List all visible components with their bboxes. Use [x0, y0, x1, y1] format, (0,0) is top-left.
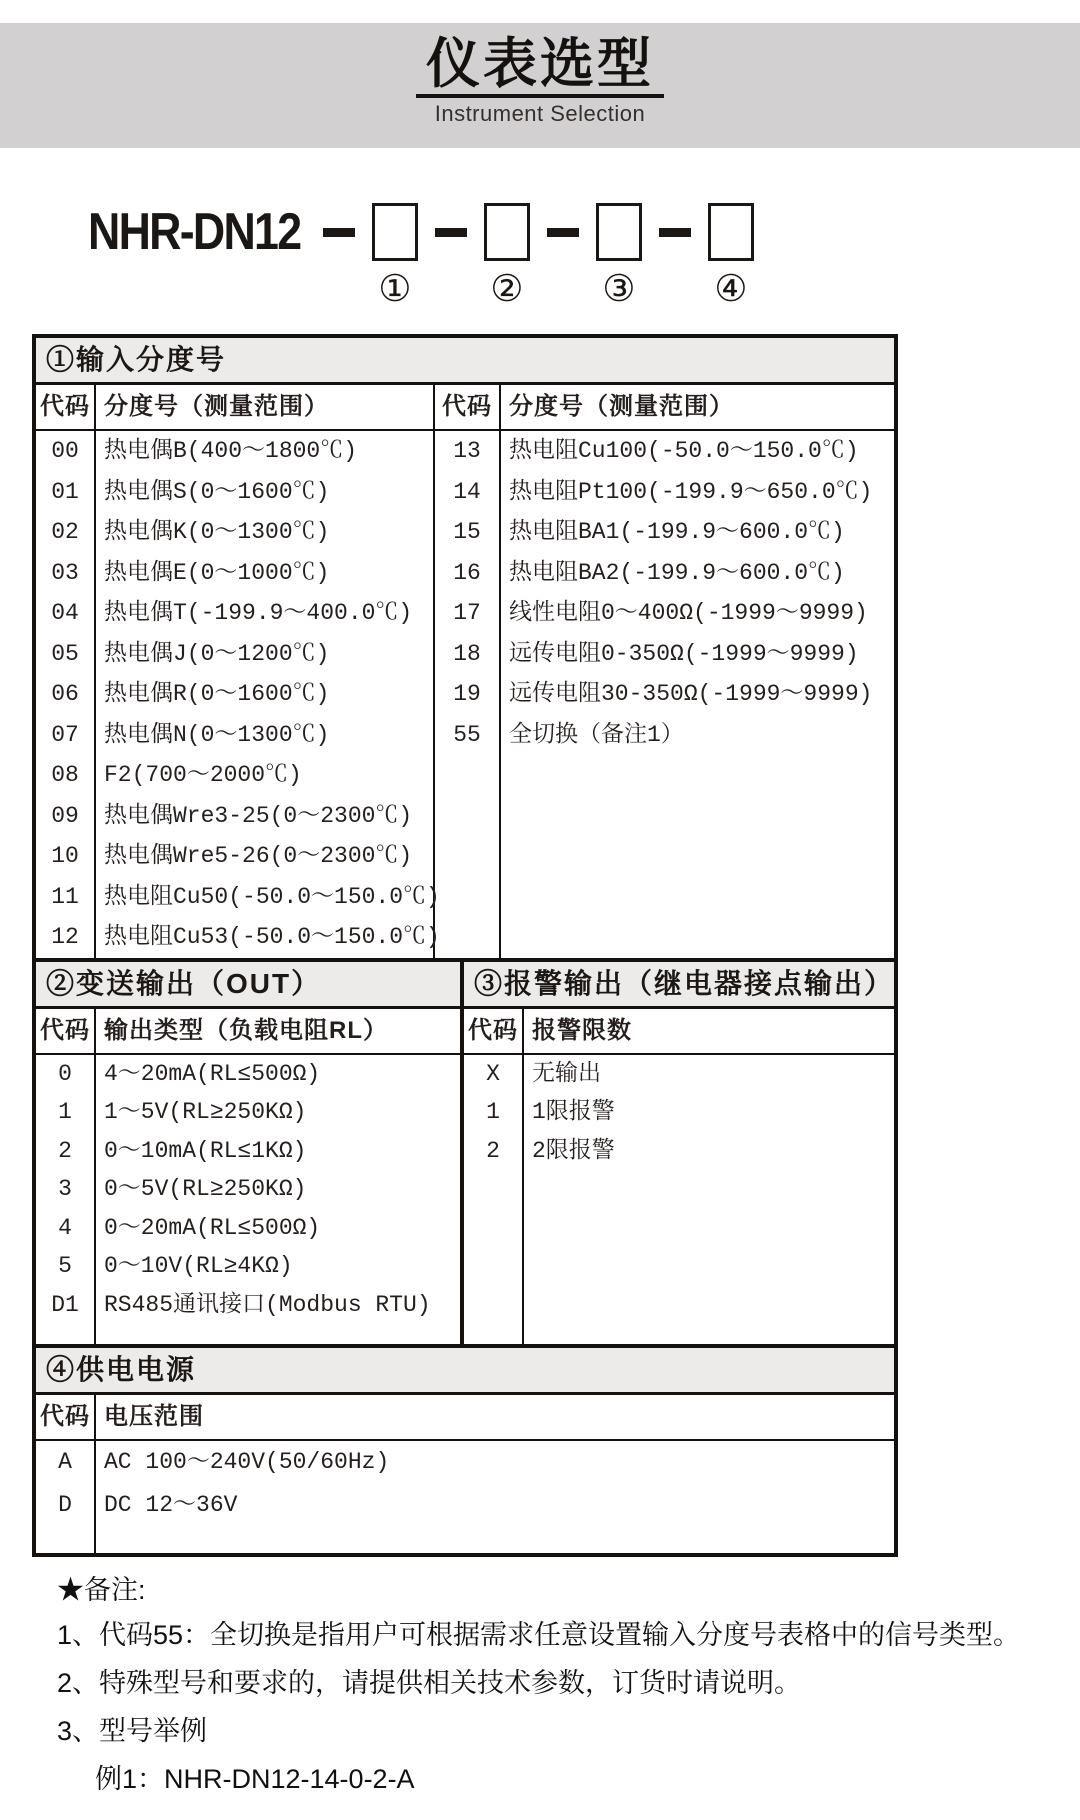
column-header-output-type: 输出类型（负载电阻RL）	[96, 1009, 460, 1055]
remark-item: 1、代码55：全切换是指用户可根据需求任意设置输入分度号表格中的信号类型。	[57, 1619, 1021, 1650]
s2-code-column	[36, 1009, 96, 1344]
desc-cell: 热电偶R(0～1600℃)	[104, 681, 330, 707]
code-cell: 17	[453, 600, 481, 626]
column-header-graduation: 分度号（测量范围）	[96, 385, 433, 431]
empty-filler	[36, 1527, 94, 1553]
section3-table	[464, 1009, 894, 1344]
section-power-supply	[36, 1344, 894, 1553]
remark-item: 3、型号举例	[57, 1715, 208, 1746]
desc-cell: 远传电阻30-350Ω(-1999～9999)	[509, 681, 873, 707]
desc-cell: 热电偶B(400～1800℃)	[104, 438, 358, 464]
page-subtitle: Instrument Selection	[434, 101, 646, 126]
column-header-code: 代码	[464, 1009, 522, 1055]
section2-table	[36, 1009, 460, 1344]
remark-item: 2、特殊型号和要求的，请提供相关技术参数，订货时请说明。	[57, 1667, 802, 1698]
code-cell: 15	[453, 519, 481, 545]
desc-cell: 4～20mA(RL≤500Ω)	[104, 1060, 321, 1087]
dash-separator	[659, 228, 691, 237]
dash-separator	[323, 228, 355, 237]
empty-filler	[36, 1324, 94, 1344]
s1-left-code-column	[36, 385, 96, 958]
desc-cell: 2限报警	[531, 1137, 615, 1164]
section4-table	[36, 1395, 894, 1553]
circled-number: ②	[490, 267, 524, 310]
column-header-code: 代码	[36, 1395, 94, 1441]
desc-cell: 1～5V(RL≥250KΩ)	[104, 1099, 307, 1125]
page-title: 仪表选型	[416, 33, 664, 98]
code-cell: D1	[51, 1291, 79, 1318]
section-transmit-output	[36, 962, 464, 1344]
code-cell: 02	[51, 519, 79, 545]
column-header-code: 代码	[36, 385, 94, 431]
desc-cell: 热电阻Cu100(-50.0～150.0℃)	[509, 438, 859, 464]
column-header-code: 代码	[36, 1009, 94, 1055]
code-cell: 1	[58, 1099, 72, 1125]
s2-desc-column	[96, 1009, 460, 1344]
section-alarm-output	[464, 962, 894, 1344]
dash-separator	[547, 228, 579, 237]
section4-header: ④供电电源	[36, 1348, 894, 1395]
desc-cell: 热电偶T(-199.9～400.0℃)	[104, 600, 413, 626]
code-cell: 01	[51, 478, 79, 505]
desc-cell: 热电阻BA2(-199.9～600.0℃)	[509, 559, 845, 586]
code-cell: 10	[51, 843, 79, 869]
desc-cell: 0～20mA(RL≤500Ω)	[104, 1214, 321, 1241]
code-cell: 0	[58, 1060, 72, 1087]
empty-filler	[96, 1527, 894, 1553]
code-cell: 07	[51, 721, 79, 748]
remarks-block	[57, 1575, 1080, 1795]
s4-desc-column	[96, 1395, 894, 1553]
code-cell: 05	[51, 640, 79, 667]
code-cell: A	[58, 1448, 72, 1475]
s3-code-column	[464, 1009, 524, 1344]
desc-cell: 热电偶S(0～1600℃)	[104, 478, 330, 505]
s1-left-desc-column	[96, 385, 440, 958]
desc-cell: RS485通讯接口(Modbus RTU)	[104, 1291, 431, 1318]
desc-cell: 热电偶Wre3-25(0～2300℃)	[104, 802, 413, 829]
section1-table	[36, 385, 894, 958]
section1-header: ①输入分度号	[36, 338, 894, 385]
code-cell: 00	[51, 438, 79, 464]
code-cell: 06	[51, 681, 79, 707]
code-cell: 04	[51, 600, 79, 626]
circled-number: ④	[714, 267, 748, 310]
code-cell: 4	[58, 1214, 72, 1241]
code-cell: 03	[51, 559, 79, 586]
empty-filler	[524, 1170, 894, 1344]
code-cell: 5	[58, 1253, 72, 1279]
code-cell: 09	[51, 802, 79, 829]
model-slot-box	[484, 203, 530, 310]
model-slot-box	[708, 203, 754, 310]
desc-cell: 热电偶Wre5-26(0～2300℃)	[104, 843, 413, 869]
section-input-graduation	[36, 338, 894, 958]
desc-cell: 无输出	[531, 1060, 601, 1087]
code-cell: 08	[51, 762, 79, 788]
model-example: 例1：NHR-DN12-14-0-2-A	[95, 1763, 415, 1794]
code-cell: 19	[453, 681, 481, 707]
model-code-line	[88, 203, 1080, 310]
desc-cell: 热电偶J(0～1200℃)	[104, 640, 330, 667]
desc-cell: 热电阻Pt100(-199.9～650.0℃)	[509, 478, 873, 505]
code-cell: X	[486, 1060, 500, 1087]
code-cell: 16	[453, 559, 481, 586]
code-cell: 2	[58, 1137, 72, 1164]
desc-cell: 1限报警	[531, 1099, 615, 1125]
remarks-title: ★备注:	[57, 1574, 146, 1605]
dash-separator	[435, 228, 467, 237]
circled-number: ③	[602, 267, 636, 310]
model-slot-group	[642, 203, 754, 310]
model-slots	[306, 203, 754, 310]
desc-cell: F2(700～2000℃)	[104, 762, 302, 788]
column-header-graduation: 分度号（测量范围）	[501, 385, 894, 431]
empty-filler	[96, 1324, 460, 1344]
code-cell: 2	[486, 1137, 500, 1164]
model-slot-group	[306, 203, 418, 310]
model-slot-group	[530, 203, 642, 310]
s4-code-column	[36, 1395, 96, 1553]
model-slot-box	[596, 203, 642, 310]
desc-cell: 0～10mA(RL≤1KΩ)	[104, 1137, 307, 1164]
section-row-2-3	[36, 958, 894, 1344]
desc-cell: 线性电阻0～400Ω(-1999～9999)	[509, 600, 868, 626]
desc-cell: 热电偶E(0～1000℃)	[104, 559, 330, 586]
s1-right-desc-column	[501, 385, 894, 958]
model-slot-box	[372, 203, 418, 310]
code-cell: 12	[51, 924, 79, 950]
code-cell: 13	[453, 438, 481, 464]
code-cell: 14	[453, 478, 481, 505]
code-cell: 55	[453, 721, 481, 748]
column-header-alarm-limits: 报警限数	[524, 1009, 894, 1055]
model-slot-group	[418, 203, 530, 310]
selection-tables	[32, 334, 898, 1557]
desc-cell: 0～5V(RL≥250KΩ)	[104, 1176, 307, 1202]
section3-header: ③报警输出（继电器接点输出）	[464, 962, 894, 1009]
column-header-code: 代码	[435, 385, 499, 431]
desc-cell: 热电阻BA1(-199.9～600.0℃)	[509, 519, 845, 545]
code-cell: 1	[486, 1099, 500, 1125]
circled-number: ①	[378, 267, 412, 310]
s3-desc-column	[524, 1009, 894, 1344]
desc-cell: 热电偶K(0～1300℃)	[104, 519, 330, 545]
model-prefix: NHR-DN12	[88, 203, 301, 261]
code-cell: 18	[453, 640, 481, 667]
column-header-voltage-range: 电压范围	[96, 1395, 894, 1441]
section2-header: ②变送输出（OUT）	[36, 962, 460, 1009]
desc-cell: AC 100～240V(50/60Hz)	[104, 1448, 390, 1475]
desc-cell: 远传电阻0-350Ω(-1999～9999)	[509, 640, 859, 667]
desc-cell: 0～10V(RL≥4KΩ)	[104, 1253, 293, 1279]
code-cell: 3	[58, 1176, 72, 1202]
code-cell: D	[58, 1491, 72, 1518]
desc-cell: DC 12～36V	[104, 1491, 238, 1518]
s1-right-code-column	[435, 385, 501, 958]
desc-cell: 全切换（备注1）	[509, 721, 684, 748]
code-cell: 11	[51, 883, 79, 910]
header-band	[0, 23, 1080, 148]
empty-filler	[464, 1170, 522, 1344]
desc-cell: 热电阻Cu50(-50.0～150.0℃)	[104, 883, 440, 910]
remarks-list	[57, 1620, 1080, 1747]
desc-cell: 热电阻Cu53(-50.0～150.0℃)	[104, 924, 440, 950]
desc-cell: 热电偶N(0～1300℃)	[104, 721, 330, 748]
